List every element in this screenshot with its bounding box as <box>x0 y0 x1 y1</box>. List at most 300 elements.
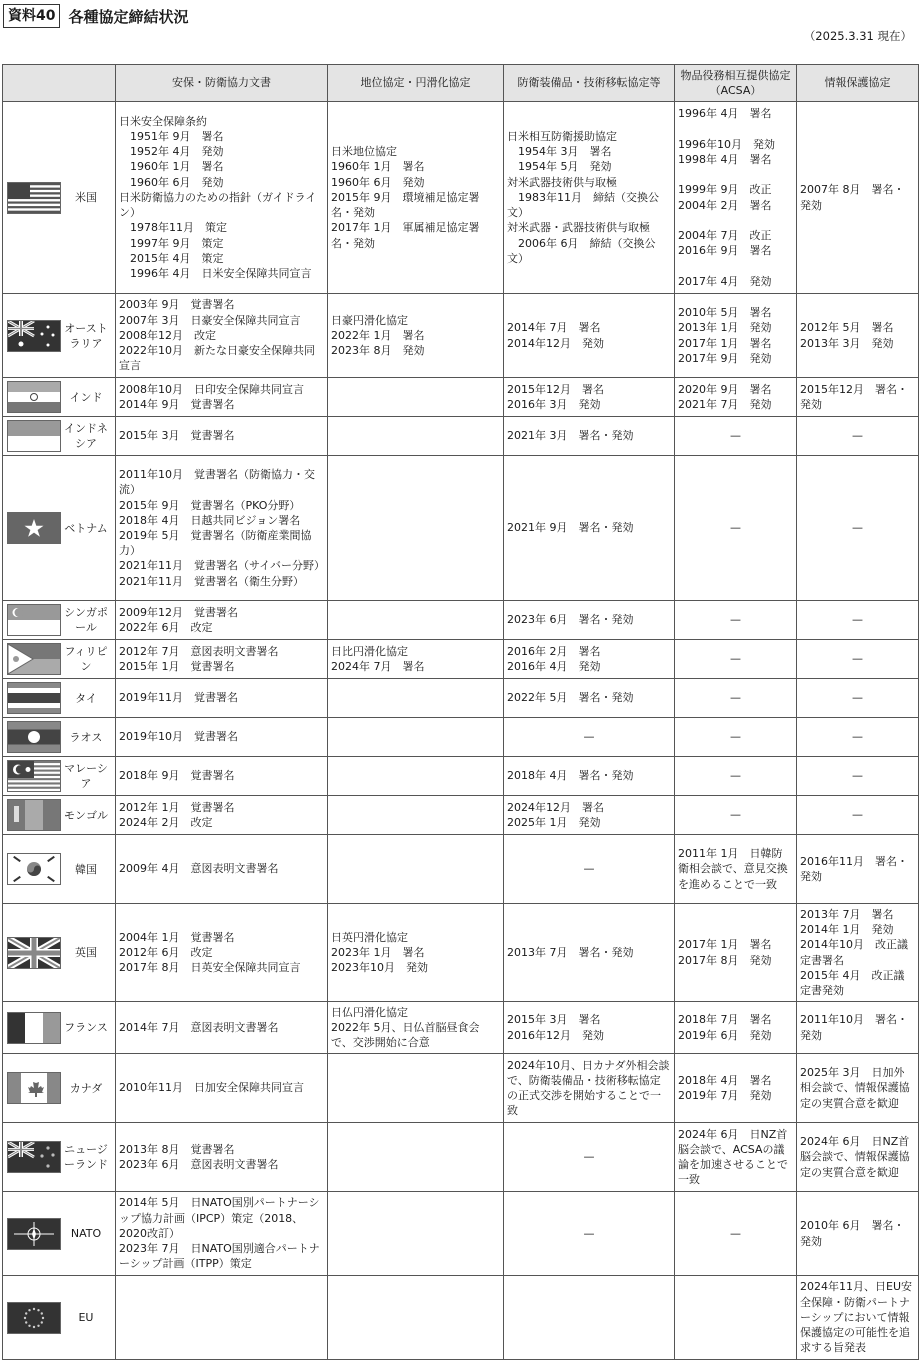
cell-line: — <box>852 521 863 535</box>
acsa-cell <box>675 294 797 378</box>
security-cell <box>116 1123 328 1192</box>
cell-line: 2016年12月 発効 <box>507 1028 604 1042</box>
indonesia-flag-icon <box>7 420 61 452</box>
cell-line: 2017年 4月 発効 <box>678 274 772 288</box>
cell-line: 2011年10月 覚書署名（防衛協力・交流） <box>119 468 315 497</box>
security-cell <box>116 640 328 679</box>
cell-line: 2021年11月 覚書署名（サイバー分野） <box>119 559 326 573</box>
cell-line: 2021年11月 覚書署名（衛生分野） <box>119 574 304 588</box>
cell-line: 1996年10月 発効 <box>678 137 775 151</box>
singapore-flag-icon <box>7 604 61 636</box>
cell-line: 1954年 3月 署名 <box>507 145 612 159</box>
security-cell <box>116 417 328 456</box>
status-agreement-cell <box>328 640 504 679</box>
us-flag-icon <box>7 182 61 214</box>
status-agreement-cell <box>328 679 504 718</box>
cell-line: 2019年10月 覚書署名 <box>119 730 238 744</box>
acsa-cell <box>675 640 797 679</box>
cell-line: 2010年 6月 署名・発効 <box>800 1219 905 1248</box>
cell-line: 2024年12月 署名 <box>507 800 604 814</box>
status-agreement-cell <box>328 417 504 456</box>
table-row <box>3 640 919 679</box>
cell-line: 日米相互防衛援助協定 <box>507 130 617 144</box>
country-cell <box>3 718 116 757</box>
cell-line: 日仏円滑化協定 <box>331 1005 408 1019</box>
cell-line: — <box>583 1150 595 1164</box>
cell-line: 2024年 6月 日NZ首脳会談で、情報保護協定の実質合意を歓迎 <box>800 1135 910 1179</box>
country-cell <box>3 294 116 378</box>
status-agreement-cell <box>328 601 504 640</box>
cell-line: 1996年 4月 署名 <box>678 107 772 121</box>
cell-line: 2024年10月、日カナダ外相会談で、防衛装備品・技術移転協定の正式交渉を開始することで一致 <box>507 1058 670 1118</box>
cell-line: 1960年 1月 署名 <box>119 160 224 174</box>
cell-line: 2012年 6月 改定 <box>119 945 213 959</box>
acsa-cell <box>675 417 797 456</box>
cell-line: 2003年 9月 覚書署名 <box>119 298 235 312</box>
cell-line: 2017年 8月 日英安全保障共同宣言 <box>119 961 301 975</box>
cell-line: 2021年 9月 署名・発効 <box>507 521 634 535</box>
status-agreement-cell <box>328 904 504 1002</box>
cell-line: 2015年12月 署名・発効 <box>800 382 908 411</box>
equipment-cell <box>504 640 675 679</box>
cell-line: — <box>730 769 741 783</box>
info-protection-cell <box>797 294 919 378</box>
cell-line: 2022年 6月 改定 <box>119 621 213 634</box>
new-zealand-flag-icon <box>7 1141 61 1173</box>
info-protection-cell <box>797 378 919 417</box>
acsa-cell <box>675 1002 797 1054</box>
status-agreement-cell <box>328 1276 504 1360</box>
info-protection-cell <box>797 640 919 679</box>
cell-line: — <box>730 808 741 822</box>
status-agreement-cell <box>328 456 504 601</box>
cell-line: 1998年 4月 署名 <box>678 152 772 166</box>
cell-line: — <box>583 862 595 876</box>
equipment-cell <box>504 456 675 601</box>
status-agreement-cell <box>328 294 504 378</box>
cell-line: 2015年 9月 覚書署名（PKO分野） <box>119 498 301 512</box>
country-cell <box>3 601 116 640</box>
cell-line: 2015年 9月 環境補足協定署名・発効 <box>331 190 480 220</box>
page-title: 各種協定締結状況 <box>68 7 189 26</box>
cell-line: 日英円滑化協定 <box>331 930 408 944</box>
table-row <box>3 1276 919 1360</box>
cell-line: 1999年 9月 改正 <box>678 183 772 197</box>
page-header <box>3 3 189 29</box>
cell-line: — <box>730 613 741 627</box>
cell-line: 日比円滑化協定 <box>331 644 408 658</box>
equipment-cell <box>504 1276 675 1360</box>
country-cell <box>3 904 116 1002</box>
cell-line: 2024年 6月 日NZ首脳会談で、ACSAの議論を加速させることで一致 <box>678 1127 788 1187</box>
cell-line: 2023年 7月 日NATO国別適合パートナーシップ計画（ITPP）策定 <box>119 1242 320 1271</box>
acsa-cell <box>675 601 797 640</box>
cell-line: 2024年11月、日EU安全保障・防衛パートナーシップにおいて情報保護協定の可能性を追求する旨発表 <box>800 1280 912 1355</box>
cell-line: — <box>852 808 863 822</box>
cell-line: 対米武器技術供与取極 <box>507 175 617 189</box>
acsa-cell <box>675 835 797 904</box>
france-flag-icon <box>7 1012 61 1044</box>
country-name: カナダ <box>69 1081 103 1095</box>
country-name: フィリピン <box>64 645 108 673</box>
cell-line: 2015年 1月 覚書署名 <box>119 660 235 673</box>
malaysia-flag-icon <box>7 760 61 792</box>
equipment-cell <box>504 904 675 1002</box>
header-status-agreement: 地位協定・円滑化協定 <box>328 65 504 102</box>
cell-line: 2018年 7月 署名 <box>678 1013 772 1027</box>
cell-line: 2024年 7月 署名 <box>331 660 425 673</box>
cell-line: 1952年 4月 発効 <box>119 145 224 159</box>
cell-line <box>678 258 793 273</box>
cell-line: 2011年 1月 日韓防衛相会談で、意見交換を進めることで一致 <box>678 847 788 891</box>
cell-line: 2008年10月 日印安全保障共同宣言 <box>119 382 304 396</box>
cell-line: 2011年10月 署名・発効 <box>800 1013 908 1042</box>
country-cell <box>3 1002 116 1054</box>
country-cell <box>3 640 116 679</box>
acsa-cell <box>675 757 797 796</box>
country-cell <box>3 102 116 294</box>
country-name: インドネシア <box>64 422 108 450</box>
cell-line: 2014年 1月 発効 <box>800 923 894 937</box>
cell-line: 2021年 7月 発効 <box>678 398 772 411</box>
cell-line: 2007年 3月 日豪安全保障共同宣言 <box>119 313 301 327</box>
equipment-cell <box>504 1002 675 1054</box>
agreements-table <box>2 64 919 1360</box>
equipment-cell <box>504 718 675 757</box>
cell-line: 2023年 8月 発効 <box>331 344 425 358</box>
country-name: NATO <box>70 1227 102 1240</box>
table-row <box>3 1002 919 1054</box>
cell-line: — <box>852 769 863 783</box>
cell-line: 2015年12月 署名 <box>507 382 604 396</box>
cell-line: 1978年11月 策定 <box>119 221 227 235</box>
cell-line: 2009年12月 覚書署名 <box>119 605 238 619</box>
acsa-cell <box>675 456 797 601</box>
header-equipment-transfer: 防衛装備品・技術移転協定等 <box>504 65 675 102</box>
country-name: EU <box>78 1311 94 1324</box>
eu-flag-icon <box>7 1302 61 1334</box>
cell-line: 2013年 3月 発効 <box>800 336 894 350</box>
table-row <box>3 757 919 796</box>
status-agreement-cell <box>328 102 504 294</box>
country-cell <box>3 378 116 417</box>
cell-line: 2018年 9月 覚書署名 <box>119 769 235 783</box>
security-cell <box>116 1002 328 1054</box>
table-row <box>3 1123 919 1192</box>
table-header-row <box>3 65 919 102</box>
cell-line: — <box>852 652 863 666</box>
as-of-date: （2025.3.31 現在） <box>803 29 912 43</box>
cell-line: 2017年 1月 軍属補足協定署名・発効 <box>331 221 480 250</box>
table-row <box>3 417 919 456</box>
cell-line: 2018年 4月 署名・発効 <box>507 769 634 783</box>
acsa-cell <box>675 1123 797 1192</box>
cell-line: 対米武器・武器技術供与取極 <box>507 221 650 235</box>
info-protection-cell <box>797 102 919 294</box>
info-protection-cell <box>797 835 919 904</box>
cell-line: — <box>852 429 863 443</box>
status-agreement-cell <box>328 1002 504 1054</box>
country-cell <box>3 1123 116 1192</box>
table-row <box>3 796 919 835</box>
country-name: 英国 <box>75 946 97 959</box>
info-protection-cell <box>797 1123 919 1192</box>
header-info-protection: 情報保護協定 <box>797 65 919 102</box>
cell-line: — <box>730 730 741 744</box>
cell-line: 2025年 1月 発効 <box>507 816 601 829</box>
security-cell <box>116 718 328 757</box>
country-name: オーストラリア <box>64 321 108 350</box>
table-row <box>3 835 919 904</box>
country-name: タイ <box>75 691 97 705</box>
cell-line: 1960年 1月 署名 <box>331 160 425 174</box>
country-name: インド <box>69 390 103 404</box>
cell-line: 2016年 9月 署名 <box>678 244 772 258</box>
equipment-cell <box>504 757 675 796</box>
cell-line: 2014年 7月 意図表明文書署名 <box>119 1020 279 1034</box>
cell-line: 2014年 7月 署名 <box>507 321 601 335</box>
cell-line: 2018年 4月 署名 <box>678 1073 772 1087</box>
security-cell <box>116 904 328 1002</box>
cell-line: 2015年 3月 覚書署名 <box>119 429 235 443</box>
equipment-cell <box>504 294 675 378</box>
country-cell <box>3 1276 116 1360</box>
country-name: フランス <box>64 1021 108 1034</box>
country-name: モンゴル <box>64 808 108 822</box>
info-protection-cell <box>797 417 919 456</box>
security-cell <box>116 796 328 835</box>
canada-flag-icon <box>7 1072 61 1104</box>
cell-line: — <box>730 521 741 535</box>
info-protection-cell <box>797 679 919 718</box>
cell-line: 2022年 1月 署名 <box>331 328 425 342</box>
cell-line: 2018年 4月 日越共同ビジョン署名 <box>119 513 301 527</box>
status-agreement-cell <box>328 1123 504 1192</box>
cell-line: 2015年 4月 策定 <box>119 251 224 265</box>
cell-line: 日米地位協定 <box>331 145 397 159</box>
uk-flag-icon <box>7 937 61 969</box>
cell-line: 2014年 9月 覚書署名 <box>119 398 235 411</box>
cell-line: 2016年 2月 署名 <box>507 644 601 658</box>
table-row <box>3 294 919 378</box>
equipment-cell <box>504 378 675 417</box>
cell-line: 2019年 6月 発効 <box>678 1028 772 1042</box>
equipment-cell <box>504 1054 675 1123</box>
cell-line <box>678 121 793 136</box>
cell-line: 2015年 3月 署名 <box>507 1013 601 1027</box>
table-row <box>3 102 919 294</box>
cell-line: 2013年 1月 発効 <box>678 321 772 335</box>
cell-line <box>678 213 793 228</box>
security-cell <box>116 835 328 904</box>
cell-line: 2017年 1月 署名 <box>678 336 772 350</box>
cell-line: 2008年12月 改定 <box>119 328 216 342</box>
country-name: ベトナム <box>64 521 108 535</box>
cell-line: 1960年 6月 発効 <box>119 175 224 189</box>
security-cell <box>116 378 328 417</box>
status-agreement-cell <box>328 1054 504 1123</box>
equipment-cell <box>504 835 675 904</box>
status-agreement-cell <box>328 835 504 904</box>
table-row <box>3 718 919 757</box>
security-cell <box>116 1054 328 1123</box>
country-name: 米国 <box>75 191 97 204</box>
cell-line: 2004年 7月 改正 <box>678 228 772 242</box>
cell-line: 1983年11月 締結（交換公文） <box>507 190 659 220</box>
equipment-cell <box>504 601 675 640</box>
australia-flag-icon <box>7 320 61 352</box>
cell-line: 2022年 5月 署名・発効 <box>507 691 634 705</box>
cell-line: 1954年 5月 発効 <box>507 160 612 174</box>
header-security-cooperation: 安保・防衛協力文書 <box>116 65 328 102</box>
cell-line: — <box>852 613 863 627</box>
acsa-cell <box>675 1276 797 1360</box>
country-cell <box>3 1054 116 1123</box>
table-row <box>3 601 919 640</box>
cell-line: — <box>852 691 863 705</box>
india-flag-icon <box>7 381 61 413</box>
cell-line: — <box>730 1226 741 1240</box>
cell-line: 2022年 5月、日仏首脳昼食会で、交渉開始に合意 <box>331 1020 480 1050</box>
acsa-cell <box>675 1192 797 1276</box>
cell-line: — <box>583 730 595 744</box>
korea-flag-icon <box>7 853 61 885</box>
country-cell <box>3 417 116 456</box>
cell-line: 2013年 7月 署名 <box>800 907 894 921</box>
header-country <box>3 65 116 102</box>
status-agreement-cell <box>328 718 504 757</box>
cell-line: 2021年 3月 署名・発効 <box>507 429 634 443</box>
cell-line: 2023年10月 発効 <box>331 961 428 975</box>
cell-line: 2019年11月 覚書署名 <box>119 691 238 705</box>
country-name: シンガポール <box>64 606 108 634</box>
cell-line: 2015年 4月 改正議定書発効 <box>800 968 905 997</box>
cell-line: 2014年10月 改正議定書署名 <box>800 938 908 967</box>
cell-line: 2016年11月 署名・発効 <box>800 854 908 883</box>
info-protection-cell <box>797 1002 919 1054</box>
cell-line: 日米防衛協力のための指針（ガイドライン） <box>119 190 317 220</box>
cell-line: 1951年 9月 署名 <box>119 130 224 144</box>
security-cell <box>116 1276 328 1360</box>
acsa-cell <box>675 679 797 718</box>
country-cell <box>3 1192 116 1276</box>
header-acsa: 物品役務相互提供協定 （ACSA） <box>675 65 797 102</box>
cell-line: 2023年 1月 署名 <box>331 945 425 959</box>
security-cell <box>116 294 328 378</box>
cell-line: 2007年 8月 署名・発効 <box>800 183 905 212</box>
cell-line: 日米安全保障条約 <box>119 114 207 128</box>
info-protection-cell <box>797 456 919 601</box>
status-agreement-cell <box>328 757 504 796</box>
cell-line: 2017年 1月 署名 <box>678 938 772 952</box>
acsa-cell <box>675 904 797 1002</box>
vietnam-flag-icon <box>7 512 61 544</box>
cell-line: 2016年 4月 発効 <box>507 660 601 673</box>
table-row <box>3 1054 919 1123</box>
country-cell <box>3 679 116 718</box>
cell-line: 2004年 2月 署名 <box>678 198 772 212</box>
cell-line: — <box>583 1226 595 1240</box>
info-protection-cell <box>797 796 919 835</box>
security-cell <box>116 757 328 796</box>
cell-line: 2023年 6月 署名・発効 <box>507 613 634 627</box>
info-protection-cell <box>797 1054 919 1123</box>
cell-line: 2016年 3月 発効 <box>507 398 601 411</box>
equipment-cell <box>504 417 675 456</box>
cell-line: 1997年 9月 策定 <box>119 236 224 250</box>
acsa-cell <box>675 378 797 417</box>
status-agreement-cell <box>328 1192 504 1276</box>
status-agreement-cell <box>328 378 504 417</box>
cell-line: 2025年 3月 日加外相会談で、情報保護協定の実質合意を歓迎 <box>800 1066 910 1110</box>
country-name: ラオス <box>69 730 103 744</box>
acsa-cell <box>675 718 797 757</box>
equipment-cell <box>504 796 675 835</box>
cell-line: 2017年 8月 発効 <box>678 953 772 967</box>
info-protection-cell <box>797 601 919 640</box>
philippines-flag-icon <box>7 643 61 675</box>
equipment-cell <box>504 1192 675 1276</box>
cell-line <box>678 167 793 182</box>
nato-flag-icon <box>7 1218 61 1250</box>
cell-line: 日豪円滑化協定 <box>331 313 408 327</box>
country-name: 韓国 <box>75 862 97 876</box>
cell-line: 2012年 1月 覚書署名 <box>119 800 235 814</box>
cell-line: 2019年 5月 覚書署名（防衛産業間協力） <box>119 529 312 558</box>
table-row <box>3 1192 919 1276</box>
country-name: マレーシア <box>64 762 108 790</box>
cell-line: 2024年 2月 改定 <box>119 816 213 829</box>
info-protection-cell <box>797 1276 919 1360</box>
cell-line: 2010年 5月 署名 <box>678 306 772 320</box>
info-protection-cell <box>797 1192 919 1276</box>
cell-line: 2012年 7月 意図表明文書署名 <box>119 644 279 658</box>
security-cell <box>116 601 328 640</box>
table-row <box>3 456 919 601</box>
thailand-flag-icon <box>7 682 61 714</box>
table-row <box>3 378 919 417</box>
cell-line: — <box>730 691 741 705</box>
status-agreement-cell <box>328 796 504 835</box>
cell-line: 2012年 5月 署名 <box>800 321 894 335</box>
cell-line: 2009年 4月 意図表明文書署名 <box>119 862 279 876</box>
acsa-cell <box>675 102 797 294</box>
cell-line: 2017年 9月 発効 <box>678 351 772 365</box>
cell-line: 2023年 6月 意図表明文書署名 <box>119 1158 279 1171</box>
document-label: 資料40 <box>3 4 60 28</box>
country-cell <box>3 757 116 796</box>
table-row <box>3 679 919 718</box>
acsa-cell <box>675 1054 797 1123</box>
cell-line: 2013年 8月 覚書署名 <box>119 1142 235 1156</box>
laos-flag-icon <box>7 721 61 753</box>
info-protection-cell <box>797 757 919 796</box>
cell-line: 2010年11月 日加安全保障共同宣言 <box>119 1081 304 1095</box>
cell-line: — <box>730 429 741 443</box>
country-cell <box>3 796 116 835</box>
cell-line: 1960年 6月 発効 <box>331 175 425 189</box>
security-cell <box>116 679 328 718</box>
country-cell <box>3 456 116 601</box>
cell-line: — <box>730 652 741 666</box>
security-cell <box>116 1192 328 1276</box>
acsa-cell <box>675 796 797 835</box>
security-cell <box>116 102 328 294</box>
country-name: ニュージーランド <box>64 1143 108 1171</box>
country-cell <box>3 835 116 904</box>
equipment-cell <box>504 1123 675 1192</box>
info-protection-cell <box>797 718 919 757</box>
